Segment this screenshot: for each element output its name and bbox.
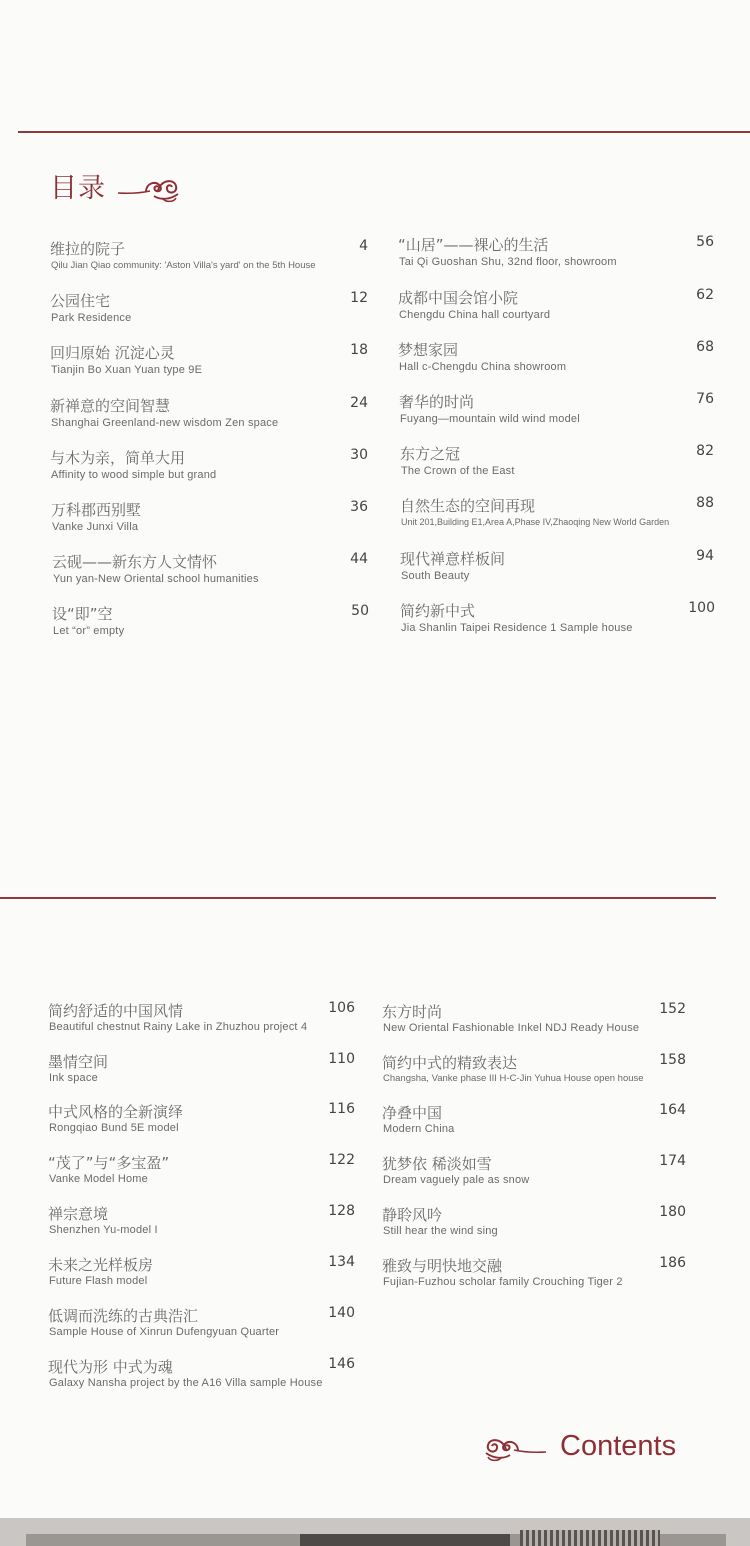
entry-title-zh: 万科郡西别墅 bbox=[51, 501, 142, 519]
entry-title-zh: 维拉的院子 bbox=[50, 240, 126, 258]
top-divider bbox=[18, 131, 750, 133]
toc-entry[interactable] bbox=[50, 238, 368, 274]
entry-page-number: 106 bbox=[328, 1000, 355, 1016]
entry-title-zh: 东方之冠 bbox=[400, 445, 461, 463]
entry-title-zh: 禅宗意境 bbox=[48, 1205, 109, 1223]
entry-title-zh: 简约舒适的中国风情 bbox=[48, 1002, 184, 1020]
toc-entry[interactable] bbox=[51, 499, 368, 535]
toc-entry[interactable] bbox=[48, 1101, 355, 1137]
entry-page-number: 12 bbox=[350, 290, 368, 306]
entry-title-en: South Beauty bbox=[401, 570, 470, 582]
entry-title-zh: 墨情空间 bbox=[48, 1053, 109, 1071]
entry-title-zh: 与木为亲，简单大用 bbox=[50, 449, 186, 467]
entry-title-en: Changsha, Vanke phase III H-C-Jin Yuhua House open house bbox=[383, 1073, 644, 1084]
entry-title-en: Fuyang—mountain wild wind model bbox=[400, 413, 580, 425]
entry-title-en: Ink space bbox=[49, 1072, 98, 1084]
entry-page-number: 180 bbox=[659, 1204, 686, 1220]
cloud-scroll-icon bbox=[116, 174, 182, 204]
entry-title-en: Affinity to wood simple but grand bbox=[51, 469, 217, 481]
entry-title-en: Rongqiao Bund 5E model bbox=[49, 1122, 179, 1134]
toc-entry[interactable] bbox=[48, 1000, 355, 1036]
entry-page-number: 164 bbox=[659, 1102, 686, 1118]
entry-title-zh: 公园住宅 bbox=[50, 292, 111, 310]
entry-page-number: 158 bbox=[659, 1052, 686, 1068]
entry-title-en: Vanke Model Home bbox=[49, 1173, 148, 1185]
entry-page-number: 30 bbox=[350, 447, 368, 463]
entry-title-en: Still hear the wind sing bbox=[383, 1225, 498, 1237]
entry-title-zh: 现代为形 中式为魂 bbox=[48, 1358, 173, 1376]
entry-page-number: 110 bbox=[328, 1051, 355, 1067]
entry-title-zh: 犹梦依 稀淡如雪 bbox=[382, 1155, 492, 1173]
toc-entry[interactable] bbox=[48, 1203, 355, 1239]
entry-title-en: Shenzhen Yu-model I bbox=[49, 1224, 158, 1236]
toc-entry[interactable] bbox=[48, 1051, 355, 1087]
entry-page-number: 128 bbox=[328, 1203, 355, 1219]
cloud-scroll-icon bbox=[482, 1432, 548, 1464]
entry-title-zh: 净叠中国 bbox=[382, 1104, 443, 1122]
entry-title-en: Yun yan-New Oriental school humanities bbox=[53, 573, 259, 585]
toc-entry[interactable] bbox=[400, 443, 714, 479]
toc-entry[interactable] bbox=[50, 342, 368, 378]
entry-page-number: 68 bbox=[696, 339, 714, 355]
entry-page-number: 4 bbox=[359, 238, 368, 254]
entry-title-en: Future Flash model bbox=[49, 1275, 148, 1287]
entry-page-number: 152 bbox=[659, 1001, 686, 1017]
toc-entry[interactable] bbox=[399, 391, 714, 427]
entry-page-number: 100 bbox=[688, 600, 715, 616]
toc-entry[interactable] bbox=[382, 1102, 686, 1138]
entry-page-number: 88 bbox=[696, 495, 714, 511]
entry-title-zh: 简约新中式 bbox=[400, 602, 476, 620]
entry-title-zh: 自然生态的空间再现 bbox=[400, 497, 536, 515]
entry-title-en: Shanghai Greenland-new wisdom Zen space bbox=[51, 417, 279, 429]
entry-page-number: 140 bbox=[328, 1305, 355, 1321]
entry-title-en: Qilu Jian Qiao community: 'Aston Villa's yard' on the 5th House bbox=[51, 260, 316, 271]
entry-title-en: Unit 201,Building E1,Area A,Phase IV,Zhaoqing New World Garden bbox=[401, 517, 670, 527]
entry-title-zh: 简约中式的精致表达 bbox=[382, 1054, 518, 1072]
entry-title-zh: 回归原始 沉淀心灵 bbox=[50, 344, 175, 362]
toc-entry[interactable] bbox=[52, 603, 369, 639]
entry-title-zh: “茂了”与“多宝盈” bbox=[48, 1154, 170, 1172]
entry-title-zh: 东方时尚 bbox=[382, 1003, 443, 1021]
entry-title-zh: 梦想家园 bbox=[398, 341, 459, 359]
entry-title-zh: 中式风格的全新演绎 bbox=[48, 1103, 184, 1121]
entry-title-en: Hall c-Chengdu China showroom bbox=[399, 361, 567, 373]
toc-entry[interactable] bbox=[50, 290, 368, 326]
entry-page-number: 174 bbox=[659, 1153, 686, 1169]
entry-title-zh: 未来之光样板房 bbox=[48, 1256, 154, 1274]
entry-page-number: 186 bbox=[659, 1255, 686, 1271]
toc-entry[interactable] bbox=[48, 1305, 355, 1341]
entry-page-number: 116 bbox=[328, 1101, 355, 1117]
entry-title-zh: 静聆风吟 bbox=[382, 1206, 443, 1224]
entry-title-en: New Oriental Fashionable Inkel NDJ Ready House bbox=[383, 1022, 640, 1034]
entry-title-zh: 成都中国会馆小院 bbox=[398, 289, 519, 307]
toc-entry[interactable] bbox=[52, 551, 368, 587]
entry-title-zh: “山居”——裸心的生活 bbox=[398, 236, 549, 254]
toc-entry[interactable] bbox=[400, 600, 715, 636]
entry-title-zh: 现代禅意样板间 bbox=[400, 550, 506, 568]
entry-title-en: Modern China bbox=[383, 1123, 455, 1135]
toc-entry[interactable] bbox=[382, 1255, 686, 1291]
toc-entry[interactable] bbox=[50, 395, 368, 431]
entry-title-zh: 雅致与明快地交融 bbox=[382, 1257, 503, 1275]
entry-title-zh: 低调而洗练的古典浩汇 bbox=[48, 1307, 199, 1325]
entry-title-en: Fujian-Fuzhou scholar family Crouching Tiger 2 bbox=[383, 1276, 623, 1288]
entry-page-number: 50 bbox=[351, 603, 369, 619]
toc-entry[interactable] bbox=[400, 495, 714, 531]
entry-title-en: The Crown of the East bbox=[401, 465, 515, 477]
entry-title-en: Park Residence bbox=[51, 312, 132, 324]
entry-page-number: 56 bbox=[696, 234, 714, 250]
toc-entry[interactable] bbox=[398, 234, 714, 270]
entry-title-en: Tai Qi Guoshan Shu, 32nd floor, showroom bbox=[399, 256, 617, 268]
toc-title: 目录 bbox=[50, 173, 106, 204]
middle-divider bbox=[0, 897, 716, 899]
entry-page-number: 94 bbox=[696, 548, 714, 564]
toc-entry[interactable] bbox=[400, 548, 714, 584]
entry-page-number: 82 bbox=[696, 443, 714, 459]
toc-entry[interactable] bbox=[382, 1052, 686, 1088]
entry-title-zh: 新禅意的空间智慧 bbox=[50, 397, 171, 415]
entry-title-en: Tianjin Bo Xuan Yuan type 9E bbox=[51, 364, 203, 376]
toc-entry[interactable] bbox=[398, 287, 714, 323]
entry-title-zh: 云砚——新东方人文情怀 bbox=[52, 553, 218, 571]
toc-entry[interactable] bbox=[382, 1153, 686, 1189]
entry-title-en: Dream vaguely pale as snow bbox=[383, 1174, 530, 1186]
entry-page-number: 62 bbox=[696, 287, 714, 303]
entry-title-en: Vanke Junxi Villa bbox=[52, 521, 139, 533]
toc-entry[interactable] bbox=[48, 1152, 355, 1188]
entry-page-number: 36 bbox=[350, 499, 368, 515]
entry-page-number: 24 bbox=[350, 395, 368, 411]
toc-entry[interactable] bbox=[48, 1254, 355, 1290]
entry-page-number: 18 bbox=[350, 342, 368, 358]
entry-title-en: Chengdu China hall courtyard bbox=[399, 309, 551, 321]
toc-entry[interactable] bbox=[48, 1356, 355, 1392]
entry-title-en: Jia Shanlin Taipei Residence 1 Sample house bbox=[401, 622, 633, 634]
contents-title: Contents bbox=[560, 1430, 677, 1462]
toc-entry[interactable] bbox=[50, 447, 368, 483]
bottom-photo-strip bbox=[0, 1518, 750, 1546]
entry-title-zh: 设“即”空 bbox=[52, 605, 113, 623]
entry-page-number: 76 bbox=[696, 391, 714, 407]
toc-entry[interactable] bbox=[398, 339, 714, 375]
toc-entry[interactable] bbox=[382, 1001, 686, 1037]
entry-title-en: Sample House of Xinrun Dufengyuan Quarter bbox=[49, 1326, 280, 1338]
entry-page-number: 44 bbox=[350, 551, 368, 567]
entry-page-number: 134 bbox=[328, 1254, 355, 1270]
entry-title-en: Beautiful chestnut Rainy Lake in Zhuzhou project 4 bbox=[49, 1021, 308, 1033]
entry-title-en: Galaxy Nansha project by the A16 Villa sample House bbox=[49, 1377, 323, 1389]
entry-page-number: 146 bbox=[328, 1356, 355, 1372]
toc-entry[interactable] bbox=[382, 1204, 686, 1240]
entry-title-en: Let “or” empty bbox=[53, 625, 125, 637]
entry-title-zh: 奢华的时尚 bbox=[399, 393, 475, 411]
entry-page-number: 122 bbox=[328, 1152, 355, 1168]
